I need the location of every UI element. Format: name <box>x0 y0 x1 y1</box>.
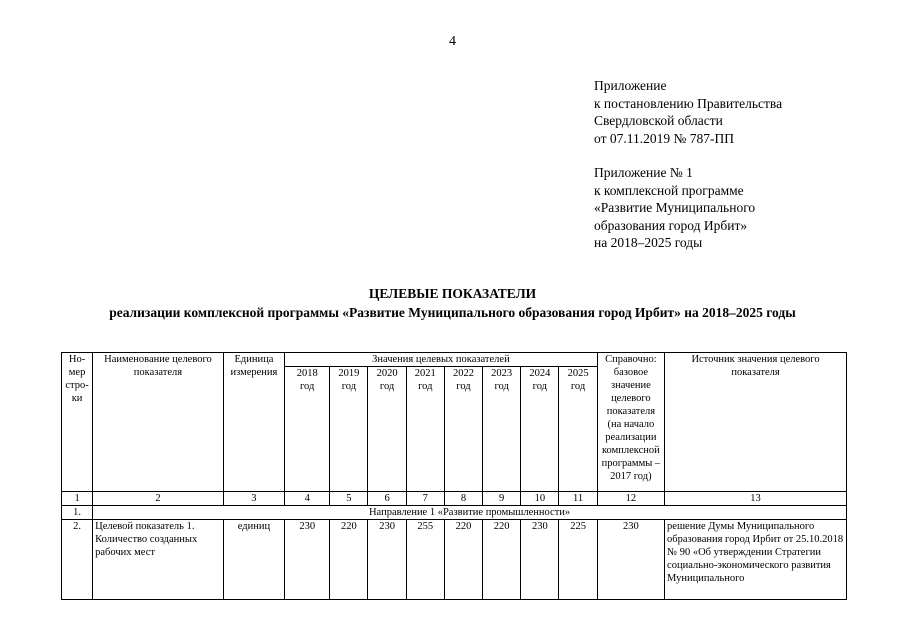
appendix-line: образования город Ирбит» <box>594 217 748 233</box>
header-reference: Справочно: базовое значение целевого показателя (на начало реализации комплексной программы – 2017 год) <box>597 353 664 492</box>
indicator-name: Целевой показатель 1. Количество созданных рабочих мест <box>93 520 224 600</box>
document-title <box>0 284 905 322</box>
appendix-line: к комплексной программе <box>594 182 744 198</box>
column-number: 8 <box>444 492 482 506</box>
header-values-group: Значения целевых показателей <box>285 353 598 367</box>
reference-value: 230 <box>597 520 664 600</box>
header-row-number: Но-мер стро-ки <box>62 353 93 492</box>
header-source: Источник значения целевого показателя <box>665 353 847 492</box>
header-row-1 <box>62 353 847 367</box>
column-number: 13 <box>665 492 847 506</box>
header-name: Наименование целевого показателя <box>93 353 224 492</box>
appendix-line: Свердловской области <box>594 113 723 128</box>
appendix-line: Приложение <box>594 78 667 93</box>
appendix-line: Приложение № 1 <box>594 165 693 180</box>
direction-row-number: 1. <box>62 506 93 520</box>
header-year: 2023 год <box>483 367 521 492</box>
value-2019: 220 <box>330 520 368 600</box>
column-number: 11 <box>559 492 597 506</box>
row-number: 2. <box>62 520 93 600</box>
indicators-table <box>61 352 847 600</box>
title-line-2: реализации комплексной программы «Развитие Муниципального образования город Ирбит» на 2018–2025 годы <box>109 305 796 320</box>
appendix-line: к постановлению Правительства <box>594 95 783 111</box>
value-2018: 230 <box>285 520 330 600</box>
appendix-line: от 07.11.2019 № 787-ПП <box>594 130 734 146</box>
column-number: 1 <box>62 492 93 506</box>
appendix-line: «Развитие Муниципального <box>594 200 756 215</box>
column-number: 5 <box>330 492 368 506</box>
column-number: 3 <box>223 492 284 506</box>
table-row <box>62 520 847 600</box>
header-year: 2025 год <box>559 367 597 492</box>
appendix-gap <box>594 147 782 164</box>
page-number: 4 <box>449 34 456 49</box>
column-number: 4 <box>285 492 330 506</box>
header-year: 2018 год <box>285 367 330 492</box>
appendix-header <box>594 77 782 252</box>
value-2021: 255 <box>406 520 444 600</box>
header-year: 2019 год <box>330 367 368 492</box>
direction-title: Направление 1 «Развитие промышленности» <box>93 506 847 520</box>
indicator-unit: единиц <box>223 520 284 600</box>
header-year: 2021 год <box>406 367 444 492</box>
column-number-row <box>62 492 847 506</box>
header-unit: Единица измерения <box>223 353 284 492</box>
appendix-line: на 2018–2025 годы <box>594 235 703 250</box>
value-2025: 225 <box>559 520 597 600</box>
direction-row <box>62 506 847 520</box>
column-number: 2 <box>93 492 224 506</box>
value-2020: 230 <box>368 520 406 600</box>
column-number: 9 <box>483 492 521 506</box>
column-number: 10 <box>521 492 559 506</box>
indicator-source: решение Думы Муниципального образования город Ирбит от 25.10.2018 № 90 «Об утверждении Стратегии социально-экономического развития Муниципального <box>665 520 847 600</box>
column-number: 12 <box>597 492 664 506</box>
value-2024: 230 <box>521 520 559 600</box>
header-year: 2022 год <box>444 367 482 492</box>
column-number: 7 <box>406 492 444 506</box>
value-2023: 220 <box>483 520 521 600</box>
header-year: 2020 год <box>368 367 406 492</box>
value-2022: 220 <box>444 520 482 600</box>
column-number: 6 <box>368 492 406 506</box>
title-line-1: ЦЕЛЕВЫЕ ПОКАЗАТЕЛИ <box>368 286 537 301</box>
header-year: 2024 год <box>521 367 559 492</box>
